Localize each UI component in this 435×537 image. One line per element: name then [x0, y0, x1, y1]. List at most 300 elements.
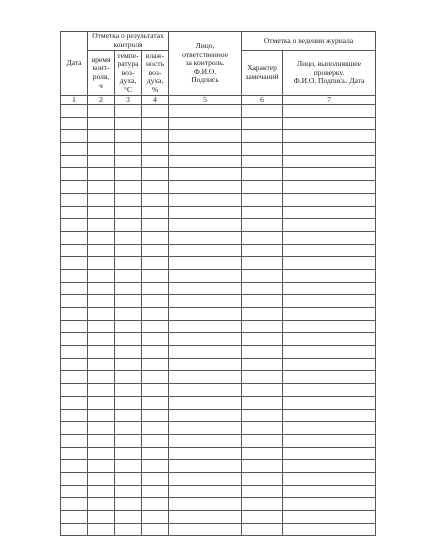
- cell-temperature[interactable]: [115, 371, 142, 384]
- cell-time[interactable]: [88, 181, 115, 194]
- cell-remarks[interactable]: [242, 434, 283, 447]
- cell-inspector[interactable]: [283, 472, 376, 485]
- table-row: [61, 485, 376, 498]
- cell-time[interactable]: [88, 193, 115, 206]
- cell-date[interactable]: [61, 308, 88, 321]
- cell-responsible[interactable]: [169, 460, 242, 473]
- cell-remarks[interactable]: [242, 523, 283, 536]
- table-row: [61, 181, 376, 194]
- cell-date[interactable]: [61, 396, 88, 409]
- cell-inspector[interactable]: [283, 257, 376, 270]
- cell-date[interactable]: [61, 498, 88, 511]
- cell-inspector[interactable]: [283, 396, 376, 409]
- column-number: 4: [142, 96, 169, 105]
- cell-responsible[interactable]: [169, 269, 242, 282]
- cell-humidity[interactable]: [142, 472, 169, 485]
- cell-temperature[interactable]: [115, 308, 142, 321]
- cell-responsible[interactable]: [169, 308, 242, 321]
- cell-remarks[interactable]: [242, 244, 283, 257]
- cell-temperature[interactable]: [115, 320, 142, 333]
- cell-humidity[interactable]: [142, 308, 169, 321]
- column-number-row: [61, 96, 376, 105]
- cell-time[interactable]: [88, 485, 115, 498]
- cell-date[interactable]: [61, 168, 88, 181]
- cell-responsible[interactable]: [169, 358, 242, 371]
- cell-time[interactable]: [88, 231, 115, 244]
- cell-remarks[interactable]: [242, 168, 283, 181]
- table-row: [61, 422, 376, 435]
- table-row: [61, 282, 376, 295]
- cell-inspector[interactable]: [283, 485, 376, 498]
- cell-remarks[interactable]: [242, 155, 283, 168]
- header-temperature: [115, 51, 142, 96]
- header-control-results-label: Отметка о результатах контроля: [92, 31, 164, 49]
- cell-humidity[interactable]: [142, 333, 169, 346]
- cell-temperature[interactable]: [115, 282, 142, 295]
- table-row: [61, 193, 376, 206]
- cell-humidity[interactable]: [142, 434, 169, 447]
- cell-remarks[interactable]: [242, 371, 283, 384]
- cell-temperature[interactable]: [115, 269, 142, 282]
- cell-time[interactable]: [88, 308, 115, 321]
- cell-time[interactable]: [88, 472, 115, 485]
- cell-responsible[interactable]: [169, 333, 242, 346]
- cell-remarks[interactable]: [242, 130, 283, 143]
- header-remarks-label: Характер замечаний: [245, 63, 279, 81]
- cell-temperature[interactable]: [115, 485, 142, 498]
- cell-responsible[interactable]: [169, 168, 242, 181]
- cell-date[interactable]: [61, 143, 88, 156]
- header-journal-keeping-label: Отметка о ведении журнала: [263, 35, 354, 45]
- table-row: [61, 346, 376, 359]
- cell-temperature[interactable]: [115, 105, 142, 118]
- cell-temperature[interactable]: [115, 117, 142, 130]
- table-row: [61, 269, 376, 282]
- cell-inspector[interactable]: [283, 447, 376, 460]
- cell-responsible[interactable]: [169, 409, 242, 422]
- cell-humidity[interactable]: [142, 295, 169, 308]
- cell-humidity[interactable]: [142, 181, 169, 194]
- cell-time[interactable]: [88, 257, 115, 270]
- cell-humidity[interactable]: [142, 511, 169, 524]
- cell-inspector[interactable]: [283, 155, 376, 168]
- cell-temperature[interactable]: [115, 244, 142, 257]
- cell-responsible[interactable]: [169, 193, 242, 206]
- cell-responsible[interactable]: [169, 143, 242, 156]
- cell-responsible[interactable]: [169, 257, 242, 270]
- cell-time[interactable]: [88, 460, 115, 473]
- table-row: [61, 155, 376, 168]
- column-number: 2: [88, 96, 115, 105]
- cell-inspector[interactable]: [283, 371, 376, 384]
- cell-responsible[interactable]: [169, 511, 242, 524]
- cell-temperature[interactable]: [115, 498, 142, 511]
- cell-temperature[interactable]: [115, 193, 142, 206]
- table-row: [61, 257, 376, 270]
- cell-date[interactable]: [61, 181, 88, 194]
- table-row: [61, 320, 376, 333]
- cell-temperature[interactable]: [115, 143, 142, 156]
- cell-humidity[interactable]: [142, 523, 169, 536]
- cell-time[interactable]: [88, 358, 115, 371]
- cell-time[interactable]: [88, 320, 115, 333]
- cell-inspector[interactable]: [283, 130, 376, 143]
- cell-date[interactable]: [61, 320, 88, 333]
- cell-time[interactable]: [88, 396, 115, 409]
- cell-time[interactable]: [88, 511, 115, 524]
- cell-date[interactable]: [61, 472, 88, 485]
- cell-remarks[interactable]: [242, 498, 283, 511]
- header-responsible: [169, 32, 242, 96]
- cell-humidity[interactable]: [142, 130, 169, 143]
- cell-temperature[interactable]: [115, 447, 142, 460]
- cell-date[interactable]: [61, 130, 88, 143]
- table-row: [61, 219, 376, 232]
- table-row: [61, 358, 376, 371]
- table-row: [61, 143, 376, 156]
- cell-temperature[interactable]: [115, 206, 142, 219]
- cell-temperature[interactable]: [115, 181, 142, 194]
- journal-table: [60, 31, 376, 536]
- header-journal-keeping: [242, 32, 376, 51]
- cell-temperature[interactable]: [115, 422, 142, 435]
- cell-time[interactable]: [88, 498, 115, 511]
- header-date: [61, 32, 88, 96]
- cell-inspector[interactable]: [283, 358, 376, 371]
- cell-time[interactable]: [88, 422, 115, 435]
- cell-date[interactable]: [61, 244, 88, 257]
- cell-time[interactable]: [88, 206, 115, 219]
- header-responsible-label: Лицо, ответственное за контроль. Ф.И.О. Подпись: [182, 41, 228, 85]
- cell-time[interactable]: [88, 333, 115, 346]
- cell-humidity[interactable]: [142, 143, 169, 156]
- cell-remarks[interactable]: [242, 206, 283, 219]
- cell-humidity[interactable]: [142, 409, 169, 422]
- cell-responsible[interactable]: [169, 181, 242, 194]
- cell-responsible[interactable]: [169, 472, 242, 485]
- cell-date[interactable]: [61, 384, 88, 397]
- table-row: [61, 498, 376, 511]
- column-number: 6: [242, 96, 283, 105]
- table-row: [61, 384, 376, 397]
- cell-date[interactable]: [61, 523, 88, 536]
- cell-date[interactable]: [61, 346, 88, 359]
- cell-temperature[interactable]: [115, 460, 142, 473]
- cell-inspector[interactable]: [283, 269, 376, 282]
- cell-humidity[interactable]: [142, 206, 169, 219]
- cell-temperature[interactable]: [115, 409, 142, 422]
- column-number: 1: [61, 96, 88, 105]
- cell-humidity[interactable]: [142, 282, 169, 295]
- cell-inspector[interactable]: [283, 117, 376, 130]
- cell-date[interactable]: [61, 371, 88, 384]
- header-remarks: [242, 51, 283, 96]
- cell-date[interactable]: [61, 257, 88, 270]
- cell-remarks[interactable]: [242, 384, 283, 397]
- table-row: [61, 396, 376, 409]
- cell-inspector[interactable]: [283, 231, 376, 244]
- cell-time[interactable]: [88, 143, 115, 156]
- cell-humidity[interactable]: [142, 460, 169, 473]
- cell-temperature[interactable]: [115, 219, 142, 232]
- cell-humidity[interactable]: [142, 219, 169, 232]
- column-number: 5: [169, 96, 242, 105]
- cell-responsible[interactable]: [169, 396, 242, 409]
- cell-humidity[interactable]: [142, 244, 169, 257]
- cell-time[interactable]: [88, 447, 115, 460]
- table-row: [61, 447, 376, 460]
- cell-remarks[interactable]: [242, 117, 283, 130]
- cell-humidity[interactable]: [142, 231, 169, 244]
- cell-humidity[interactable]: [142, 422, 169, 435]
- header-temperature-label: темпе- ратура воз- духа, °C: [117, 50, 139, 94]
- cell-date[interactable]: [61, 434, 88, 447]
- cell-time[interactable]: [88, 282, 115, 295]
- cell-temperature[interactable]: [115, 396, 142, 409]
- cell-inspector[interactable]: [283, 105, 376, 118]
- cell-responsible[interactable]: [169, 422, 242, 435]
- cell-humidity[interactable]: [142, 447, 169, 460]
- table-row: [61, 130, 376, 143]
- cell-responsible[interactable]: [169, 434, 242, 447]
- cell-inspector[interactable]: [283, 295, 376, 308]
- cell-temperature[interactable]: [115, 257, 142, 270]
- cell-responsible[interactable]: [169, 231, 242, 244]
- cell-temperature[interactable]: [115, 231, 142, 244]
- cell-time[interactable]: [88, 346, 115, 359]
- table-row: [61, 333, 376, 346]
- cell-remarks[interactable]: [242, 181, 283, 194]
- cell-remarks[interactable]: [242, 231, 283, 244]
- table-row: [61, 295, 376, 308]
- table-row: [61, 460, 376, 473]
- cell-temperature[interactable]: [115, 130, 142, 143]
- cell-date[interactable]: [61, 193, 88, 206]
- cell-time[interactable]: [88, 219, 115, 232]
- cell-inspector[interactable]: [283, 523, 376, 536]
- cell-time[interactable]: [88, 409, 115, 422]
- cell-date[interactable]: [61, 105, 88, 118]
- cell-humidity[interactable]: [142, 155, 169, 168]
- cell-responsible[interactable]: [169, 384, 242, 397]
- header-inspector-label: Лицо, выполнявшее проверку. Ф.И.О. Подпись. Дата: [293, 59, 365, 86]
- cell-date[interactable]: [61, 231, 88, 244]
- cell-humidity[interactable]: [142, 384, 169, 397]
- table-row: [61, 231, 376, 244]
- column-number: 3: [115, 96, 142, 105]
- header-date-label: Дата: [66, 58, 82, 68]
- cell-humidity[interactable]: [142, 396, 169, 409]
- cell-temperature[interactable]: [115, 168, 142, 181]
- cell-inspector[interactable]: [283, 346, 376, 359]
- cell-temperature[interactable]: [115, 434, 142, 447]
- cell-remarks[interactable]: [242, 472, 283, 485]
- cell-humidity[interactable]: [142, 371, 169, 384]
- header-control-results: [88, 32, 169, 51]
- cell-date[interactable]: [61, 485, 88, 498]
- cell-responsible[interactable]: [169, 155, 242, 168]
- cell-inspector[interactable]: [283, 434, 376, 447]
- table-row: [61, 434, 376, 447]
- cell-responsible[interactable]: [169, 117, 242, 130]
- cell-temperature[interactable]: [115, 511, 142, 524]
- cell-responsible[interactable]: [169, 371, 242, 384]
- column-number: 7: [283, 96, 376, 105]
- cell-temperature[interactable]: [115, 295, 142, 308]
- cell-time[interactable]: [88, 168, 115, 181]
- cell-time[interactable]: [88, 523, 115, 536]
- cell-date[interactable]: [61, 460, 88, 473]
- cell-inspector[interactable]: [283, 422, 376, 435]
- cell-remarks[interactable]: [242, 422, 283, 435]
- cell-time[interactable]: [88, 371, 115, 384]
- header-inspector: [283, 51, 376, 96]
- cell-inspector[interactable]: [283, 409, 376, 422]
- cell-remarks[interactable]: [242, 269, 283, 282]
- cell-date[interactable]: [61, 422, 88, 435]
- cell-humidity[interactable]: [142, 105, 169, 118]
- table-row: [61, 472, 376, 485]
- cell-inspector[interactable]: [283, 282, 376, 295]
- cell-inspector[interactable]: [283, 333, 376, 346]
- cell-remarks[interactable]: [242, 511, 283, 524]
- cell-responsible[interactable]: [169, 447, 242, 460]
- table-row: [61, 168, 376, 181]
- cell-time[interactable]: [88, 117, 115, 130]
- table-row: [61, 511, 376, 524]
- cell-temperature[interactable]: [115, 472, 142, 485]
- cell-date[interactable]: [61, 295, 88, 308]
- cell-time[interactable]: [88, 434, 115, 447]
- cell-responsible[interactable]: [169, 295, 242, 308]
- cell-responsible[interactable]: [169, 105, 242, 118]
- cell-humidity[interactable]: [142, 257, 169, 270]
- cell-temperature[interactable]: [115, 523, 142, 536]
- header-time-label: время конт- роля, ч: [91, 54, 111, 90]
- header-time: [88, 51, 115, 96]
- cell-time[interactable]: [88, 155, 115, 168]
- cell-remarks[interactable]: [242, 193, 283, 206]
- cell-remarks[interactable]: [242, 282, 283, 295]
- table-row: [61, 206, 376, 219]
- cell-remarks[interactable]: [242, 105, 283, 118]
- cell-inspector[interactable]: [283, 181, 376, 194]
- cell-responsible[interactable]: [169, 130, 242, 143]
- table-row: [61, 244, 376, 257]
- cell-humidity[interactable]: [142, 346, 169, 359]
- header-humidity: [142, 51, 169, 96]
- cell-inspector[interactable]: [283, 384, 376, 397]
- cell-responsible[interactable]: [169, 320, 242, 333]
- cell-humidity[interactable]: [142, 485, 169, 498]
- cell-remarks[interactable]: [242, 447, 283, 460]
- cell-date[interactable]: [61, 219, 88, 232]
- cell-responsible[interactable]: [169, 485, 242, 498]
- cell-temperature[interactable]: [115, 155, 142, 168]
- cell-remarks[interactable]: [242, 396, 283, 409]
- cell-remarks[interactable]: [242, 409, 283, 422]
- cell-remarks[interactable]: [242, 358, 283, 371]
- cell-time[interactable]: [88, 105, 115, 118]
- cell-time[interactable]: [88, 244, 115, 257]
- table-row: [61, 117, 376, 130]
- cell-date[interactable]: [61, 206, 88, 219]
- table-row: [61, 308, 376, 321]
- cell-humidity[interactable]: [142, 269, 169, 282]
- cell-time[interactable]: [88, 130, 115, 143]
- cell-remarks[interactable]: [242, 308, 283, 321]
- cell-temperature[interactable]: [115, 384, 142, 397]
- cell-date[interactable]: [61, 269, 88, 282]
- cell-responsible[interactable]: [169, 206, 242, 219]
- cell-responsible[interactable]: [169, 219, 242, 232]
- cell-date[interactable]: [61, 117, 88, 130]
- cell-responsible[interactable]: [169, 244, 242, 257]
- cell-inspector[interactable]: [283, 143, 376, 156]
- cell-inspector[interactable]: [283, 320, 376, 333]
- cell-inspector[interactable]: [283, 168, 376, 181]
- cell-date[interactable]: [61, 282, 88, 295]
- cell-remarks[interactable]: [242, 320, 283, 333]
- cell-remarks[interactable]: [242, 257, 283, 270]
- cell-inspector[interactable]: [283, 498, 376, 511]
- cell-humidity[interactable]: [142, 193, 169, 206]
- table-row: [61, 371, 376, 384]
- cell-remarks[interactable]: [242, 219, 283, 232]
- cell-inspector[interactable]: [283, 219, 376, 232]
- cell-inspector[interactable]: [283, 206, 376, 219]
- cell-humidity[interactable]: [142, 117, 169, 130]
- cell-inspector[interactable]: [283, 308, 376, 321]
- cell-remarks[interactable]: [242, 295, 283, 308]
- cell-inspector[interactable]: [283, 193, 376, 206]
- cell-responsible[interactable]: [169, 498, 242, 511]
- cell-date[interactable]: [61, 155, 88, 168]
- header-humidity-label: влаж- ность воз- духа, %: [145, 50, 165, 94]
- cell-remarks[interactable]: [242, 460, 283, 473]
- cell-date[interactable]: [61, 333, 88, 346]
- cell-humidity[interactable]: [142, 320, 169, 333]
- cell-inspector[interactable]: [283, 460, 376, 473]
- cell-humidity[interactable]: [142, 498, 169, 511]
- cell-responsible[interactable]: [169, 282, 242, 295]
- cell-remarks[interactable]: [242, 333, 283, 346]
- cell-date[interactable]: [61, 358, 88, 371]
- cell-time[interactable]: [88, 269, 115, 282]
- cell-remarks[interactable]: [242, 346, 283, 359]
- cell-date[interactable]: [61, 511, 88, 524]
- cell-inspector[interactable]: [283, 244, 376, 257]
- cell-remarks[interactable]: [242, 143, 283, 156]
- cell-temperature[interactable]: [115, 346, 142, 359]
- cell-temperature[interactable]: [115, 333, 142, 346]
- cell-responsible[interactable]: [169, 346, 242, 359]
- cell-date[interactable]: [61, 447, 88, 460]
- table-row: [61, 523, 376, 536]
- table-row: [61, 409, 376, 422]
- cell-humidity[interactable]: [142, 358, 169, 371]
- cell-time[interactable]: [88, 295, 115, 308]
- cell-humidity[interactable]: [142, 168, 169, 181]
- cell-time[interactable]: [88, 384, 115, 397]
- header-row-top: [61, 32, 376, 51]
- cell-temperature[interactable]: [115, 358, 142, 371]
- cell-responsible[interactable]: [169, 523, 242, 536]
- cell-inspector[interactable]: [283, 511, 376, 524]
- cell-remarks[interactable]: [242, 485, 283, 498]
- table-row: [61, 105, 376, 118]
- cell-date[interactable]: [61, 409, 88, 422]
